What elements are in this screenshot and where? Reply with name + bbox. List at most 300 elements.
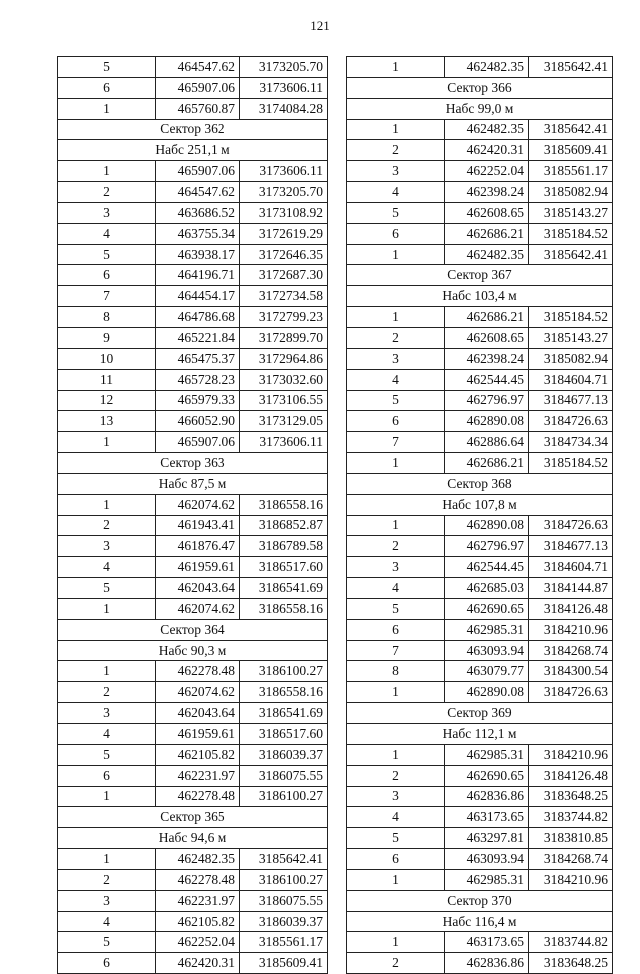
point-number: 6	[58, 77, 156, 98]
x-coordinate: 465760.87	[156, 98, 240, 119]
x-coordinate: 462690.65	[445, 598, 529, 619]
table-row	[347, 557, 613, 578]
table-row	[58, 57, 328, 78]
x-coordinate: 462105.82	[156, 744, 240, 765]
sector-title: Набс 90,3 м	[58, 640, 328, 661]
y-coordinate: 3173106.55	[240, 390, 328, 411]
y-coordinate: 3185143.27	[529, 202, 613, 223]
point-number: 6	[58, 265, 156, 286]
y-coordinate: 3185184.52	[529, 453, 613, 474]
y-coordinate: 3184734.34	[529, 432, 613, 453]
x-coordinate: 462252.04	[156, 932, 240, 953]
point-number: 2	[347, 327, 445, 348]
y-coordinate: 3183744.82	[529, 932, 613, 953]
y-coordinate: 3186075.55	[240, 765, 328, 786]
x-coordinate: 465907.06	[156, 161, 240, 182]
x-coordinate: 465907.06	[156, 77, 240, 98]
y-coordinate: 3174084.28	[240, 98, 328, 119]
y-coordinate: 3186852.87	[240, 515, 328, 536]
table-row	[58, 244, 328, 265]
x-coordinate: 462890.08	[445, 682, 529, 703]
table-row	[58, 724, 328, 745]
x-coordinate: 462886.64	[445, 432, 529, 453]
point-number: 2	[347, 765, 445, 786]
coordinates-table-left	[57, 56, 328, 974]
point-number: 5	[58, 244, 156, 265]
sector-header-row	[347, 286, 613, 307]
table-row	[347, 411, 613, 432]
table-row	[347, 828, 613, 849]
x-coordinate: 462105.82	[156, 911, 240, 932]
x-coordinate: 462074.62	[156, 494, 240, 515]
table-row	[58, 494, 328, 515]
y-coordinate: 3184604.71	[529, 369, 613, 390]
point-number: 1	[58, 98, 156, 119]
y-coordinate: 3184268.74	[529, 849, 613, 870]
sector-header-row	[58, 828, 328, 849]
y-coordinate: 3185184.52	[529, 223, 613, 244]
y-coordinate: 3186558.16	[240, 494, 328, 515]
point-number: 1	[58, 786, 156, 807]
point-number: 6	[58, 953, 156, 974]
y-coordinate: 3183744.82	[529, 807, 613, 828]
x-coordinate: 464196.71	[156, 265, 240, 286]
y-coordinate: 3173606.11	[240, 432, 328, 453]
x-coordinate: 466052.90	[156, 411, 240, 432]
sector-header-row	[347, 724, 613, 745]
y-coordinate: 3173205.70	[240, 57, 328, 78]
sector-header-row	[347, 911, 613, 932]
point-number: 1	[347, 515, 445, 536]
table-row	[347, 682, 613, 703]
x-coordinate: 463297.81	[445, 828, 529, 849]
sector-title: Сектор 363	[58, 453, 328, 474]
table-row	[347, 327, 613, 348]
x-coordinate: 465728.23	[156, 369, 240, 390]
x-coordinate: 463173.65	[445, 807, 529, 828]
page-number: 121	[310, 18, 330, 33]
x-coordinate: 462482.35	[445, 57, 529, 78]
point-number: 3	[347, 786, 445, 807]
table-row	[347, 744, 613, 765]
point-number: 6	[58, 765, 156, 786]
table-row	[58, 703, 328, 724]
sector-header-row	[347, 890, 613, 911]
y-coordinate: 3186789.58	[240, 536, 328, 557]
y-coordinate: 3185609.41	[529, 140, 613, 161]
point-number: 5	[347, 390, 445, 411]
sector-header-row	[347, 77, 613, 98]
point-number: 4	[58, 724, 156, 745]
point-number: 1	[347, 453, 445, 474]
y-coordinate: 3186039.37	[240, 911, 328, 932]
y-coordinate: 3185642.41	[529, 119, 613, 140]
y-coordinate: 3184677.13	[529, 536, 613, 557]
x-coordinate: 462985.31	[445, 869, 529, 890]
table-row	[58, 515, 328, 536]
point-number: 10	[58, 348, 156, 369]
y-coordinate: 3186100.27	[240, 661, 328, 682]
y-coordinate: 3186100.27	[240, 786, 328, 807]
table-row	[347, 807, 613, 828]
x-coordinate: 462985.31	[445, 619, 529, 640]
point-number: 7	[347, 640, 445, 661]
sector-title: Сектор 370	[347, 890, 613, 911]
sector-title: Набс 107,8 м	[347, 494, 613, 515]
x-coordinate: 464547.62	[156, 57, 240, 78]
x-coordinate: 462398.24	[445, 348, 529, 369]
sector-header-row	[58, 473, 328, 494]
point-number: 4	[58, 223, 156, 244]
x-coordinate: 462043.64	[156, 703, 240, 724]
y-coordinate: 3186517.60	[240, 557, 328, 578]
table-row	[347, 369, 613, 390]
x-coordinate: 465475.37	[156, 348, 240, 369]
table-row	[58, 744, 328, 765]
sector-title: Сектор 364	[58, 619, 328, 640]
table-row	[347, 348, 613, 369]
x-coordinate: 464547.62	[156, 182, 240, 203]
x-coordinate: 463093.94	[445, 640, 529, 661]
table-row	[58, 598, 328, 619]
y-coordinate: 3172734.58	[240, 286, 328, 307]
y-coordinate: 3186558.16	[240, 598, 328, 619]
point-number: 2	[58, 182, 156, 203]
x-coordinate: 462278.48	[156, 869, 240, 890]
x-coordinate: 465979.33	[156, 390, 240, 411]
x-coordinate: 462420.31	[156, 953, 240, 974]
x-coordinate: 462278.48	[156, 786, 240, 807]
sector-title: Набс 116,4 м	[347, 911, 613, 932]
table-row	[347, 140, 613, 161]
point-number: 2	[347, 140, 445, 161]
x-coordinate: 462608.65	[445, 202, 529, 223]
point-number: 2	[347, 536, 445, 557]
y-coordinate: 3185642.41	[529, 57, 613, 78]
point-number: 3	[58, 703, 156, 724]
point-number: 3	[347, 348, 445, 369]
point-number: 4	[347, 578, 445, 599]
x-coordinate: 462398.24	[445, 182, 529, 203]
y-coordinate: 3184677.13	[529, 390, 613, 411]
y-coordinate: 3184268.74	[529, 640, 613, 661]
x-coordinate: 462690.65	[445, 765, 529, 786]
sector-header-row	[58, 140, 328, 161]
point-number: 1	[347, 682, 445, 703]
point-number: 1	[58, 161, 156, 182]
x-coordinate: 462074.62	[156, 682, 240, 703]
x-coordinate: 463938.17	[156, 244, 240, 265]
point-number: 7	[58, 286, 156, 307]
table-row	[347, 932, 613, 953]
x-coordinate: 462890.08	[445, 411, 529, 432]
sector-title: Набс 94,6 м	[58, 828, 328, 849]
y-coordinate: 3183648.25	[529, 953, 613, 974]
y-coordinate: 3186100.27	[240, 869, 328, 890]
table-row	[58, 890, 328, 911]
point-number: 2	[347, 953, 445, 974]
table-row	[58, 348, 328, 369]
point-number: 4	[58, 911, 156, 932]
point-number: 5	[58, 57, 156, 78]
table-row	[58, 161, 328, 182]
point-number: 5	[58, 578, 156, 599]
y-coordinate: 3185642.41	[240, 849, 328, 870]
point-number: 3	[58, 536, 156, 557]
table-row	[347, 515, 613, 536]
sector-title: Набс 251,1 м	[58, 140, 328, 161]
point-number: 1	[347, 744, 445, 765]
table-row	[347, 244, 613, 265]
sector-title: Набс 99,0 м	[347, 98, 613, 119]
point-number: 4	[347, 369, 445, 390]
x-coordinate: 465907.06	[156, 432, 240, 453]
sector-header-row	[347, 473, 613, 494]
point-number: 1	[58, 849, 156, 870]
point-number: 1	[347, 932, 445, 953]
y-coordinate: 3185642.41	[529, 244, 613, 265]
y-coordinate: 3186517.60	[240, 724, 328, 745]
point-number: 1	[347, 869, 445, 890]
point-number: 1	[58, 598, 156, 619]
table-row	[58, 911, 328, 932]
y-coordinate: 3184144.87	[529, 578, 613, 599]
table-row	[347, 453, 613, 474]
y-coordinate: 3185561.17	[529, 161, 613, 182]
table-row	[347, 640, 613, 661]
x-coordinate: 462252.04	[445, 161, 529, 182]
y-coordinate: 3173129.05	[240, 411, 328, 432]
point-number: 6	[347, 849, 445, 870]
table-row	[58, 536, 328, 557]
x-coordinate: 462231.97	[156, 890, 240, 911]
table-row	[347, 786, 613, 807]
table-row	[58, 98, 328, 119]
table-row	[347, 161, 613, 182]
point-number: 4	[347, 807, 445, 828]
coordinates-table-right	[346, 56, 613, 974]
point-number: 9	[58, 327, 156, 348]
table-row	[347, 765, 613, 786]
y-coordinate: 3172964.86	[240, 348, 328, 369]
point-number: 5	[347, 828, 445, 849]
sector-title: Сектор 368	[347, 473, 613, 494]
table-row	[58, 432, 328, 453]
y-coordinate: 3185609.41	[240, 953, 328, 974]
y-coordinate: 3186075.55	[240, 890, 328, 911]
point-number: 8	[347, 661, 445, 682]
x-coordinate: 463686.52	[156, 202, 240, 223]
x-coordinate: 464786.68	[156, 307, 240, 328]
table-row	[347, 432, 613, 453]
point-number: 1	[347, 307, 445, 328]
table-row	[58, 327, 328, 348]
table-row	[347, 57, 613, 78]
y-coordinate: 3185184.52	[529, 307, 613, 328]
y-coordinate: 3172619.29	[240, 223, 328, 244]
x-coordinate: 462836.86	[445, 786, 529, 807]
y-coordinate: 3185143.27	[529, 327, 613, 348]
point-number: 3	[58, 890, 156, 911]
point-number: 3	[347, 557, 445, 578]
point-number: 2	[58, 869, 156, 890]
x-coordinate: 462420.31	[445, 140, 529, 161]
table-row	[58, 765, 328, 786]
x-coordinate: 462482.35	[156, 849, 240, 870]
table-row	[58, 578, 328, 599]
point-number: 6	[347, 619, 445, 640]
y-coordinate: 3184726.63	[529, 515, 613, 536]
x-coordinate: 462482.35	[445, 119, 529, 140]
table-row	[58, 265, 328, 286]
x-coordinate: 463173.65	[445, 932, 529, 953]
table-row	[347, 619, 613, 640]
table-row	[347, 598, 613, 619]
y-coordinate: 3173205.70	[240, 182, 328, 203]
y-coordinate: 3186039.37	[240, 744, 328, 765]
y-coordinate: 3185082.94	[529, 348, 613, 369]
x-coordinate: 462985.31	[445, 744, 529, 765]
sector-title: Сектор 369	[347, 703, 613, 724]
y-coordinate: 3172899.70	[240, 327, 328, 348]
table-row	[347, 390, 613, 411]
table-row	[58, 786, 328, 807]
y-coordinate: 3173606.11	[240, 161, 328, 182]
y-coordinate: 3173606.11	[240, 77, 328, 98]
x-coordinate: 463755.34	[156, 223, 240, 244]
table-row	[58, 953, 328, 974]
x-coordinate: 462686.21	[445, 307, 529, 328]
x-coordinate: 462796.97	[445, 390, 529, 411]
point-number: 8	[58, 307, 156, 328]
y-coordinate: 3183648.25	[529, 786, 613, 807]
sector-header-row	[58, 119, 328, 140]
sector-title: Набс 112,1 м	[347, 724, 613, 745]
point-number: 6	[347, 411, 445, 432]
sector-title: Набс 87,5 м	[58, 473, 328, 494]
x-coordinate: 462544.45	[445, 557, 529, 578]
x-coordinate: 462686.21	[445, 223, 529, 244]
point-number: 4	[58, 557, 156, 578]
x-coordinate: 462074.62	[156, 598, 240, 619]
point-number: 1	[58, 661, 156, 682]
y-coordinate: 3185082.94	[529, 182, 613, 203]
x-coordinate: 464454.17	[156, 286, 240, 307]
x-coordinate: 462278.48	[156, 661, 240, 682]
table-row	[58, 557, 328, 578]
point-number: 4	[347, 182, 445, 203]
sector-title: Набс 103,4 м	[347, 286, 613, 307]
x-coordinate: 462686.21	[445, 453, 529, 474]
point-number: 2	[58, 515, 156, 536]
point-number: 3	[347, 161, 445, 182]
x-coordinate: 462890.08	[445, 515, 529, 536]
point-number: 2	[58, 682, 156, 703]
table-row	[58, 661, 328, 682]
point-number: 12	[58, 390, 156, 411]
table-row	[347, 849, 613, 870]
x-coordinate: 462544.45	[445, 369, 529, 390]
table-row	[347, 223, 613, 244]
table-row	[58, 182, 328, 203]
y-coordinate: 3184726.63	[529, 682, 613, 703]
table-row	[58, 682, 328, 703]
y-coordinate: 3184300.54	[529, 661, 613, 682]
y-coordinate: 3185561.17	[240, 932, 328, 953]
table-row	[347, 578, 613, 599]
point-number: 3	[58, 202, 156, 223]
table-row	[58, 369, 328, 390]
sector-header-row	[347, 265, 613, 286]
sector-title: Сектор 362	[58, 119, 328, 140]
point-number: 7	[347, 432, 445, 453]
sector-header-row	[58, 453, 328, 474]
table-row	[347, 661, 613, 682]
y-coordinate: 3186541.69	[240, 703, 328, 724]
point-number: 11	[58, 369, 156, 390]
sector-header-row	[347, 494, 613, 515]
x-coordinate: 462231.97	[156, 765, 240, 786]
sector-header-row	[58, 619, 328, 640]
x-coordinate: 462608.65	[445, 327, 529, 348]
y-coordinate: 3184210.96	[529, 619, 613, 640]
point-number: 5	[347, 598, 445, 619]
point-number: 6	[347, 223, 445, 244]
table-row	[347, 869, 613, 890]
table-row	[347, 202, 613, 223]
point-number: 1	[58, 494, 156, 515]
point-number: 5	[58, 932, 156, 953]
table-row	[58, 849, 328, 870]
table-row	[347, 307, 613, 328]
x-coordinate: 462482.35	[445, 244, 529, 265]
x-coordinate: 465221.84	[156, 327, 240, 348]
table-row	[347, 953, 613, 974]
table-row	[58, 223, 328, 244]
x-coordinate: 462043.64	[156, 578, 240, 599]
point-number: 13	[58, 411, 156, 432]
table-row	[58, 411, 328, 432]
x-coordinate: 462685.03	[445, 578, 529, 599]
table-row	[58, 307, 328, 328]
x-coordinate: 461943.41	[156, 515, 240, 536]
point-number: 5	[58, 744, 156, 765]
y-coordinate: 3184126.48	[529, 765, 613, 786]
point-number: 1	[347, 57, 445, 78]
y-coordinate: 3184604.71	[529, 557, 613, 578]
table-row	[58, 286, 328, 307]
y-coordinate: 3184210.96	[529, 869, 613, 890]
y-coordinate: 3173108.92	[240, 202, 328, 223]
y-coordinate: 3183810.85	[529, 828, 613, 849]
point-number: 5	[347, 202, 445, 223]
table-row	[347, 536, 613, 557]
sector-header-row	[347, 703, 613, 724]
y-coordinate: 3186541.69	[240, 578, 328, 599]
sector-header-row	[58, 640, 328, 661]
x-coordinate: 462836.86	[445, 953, 529, 974]
y-coordinate: 3172799.23	[240, 307, 328, 328]
sector-title: Сектор 365	[58, 807, 328, 828]
y-coordinate: 3184210.96	[529, 744, 613, 765]
point-number: 1	[58, 432, 156, 453]
x-coordinate: 461959.61	[156, 557, 240, 578]
x-coordinate: 461959.61	[156, 724, 240, 745]
table-row	[58, 869, 328, 890]
table-row	[58, 932, 328, 953]
x-coordinate: 462796.97	[445, 536, 529, 557]
sector-title: Сектор 366	[347, 77, 613, 98]
